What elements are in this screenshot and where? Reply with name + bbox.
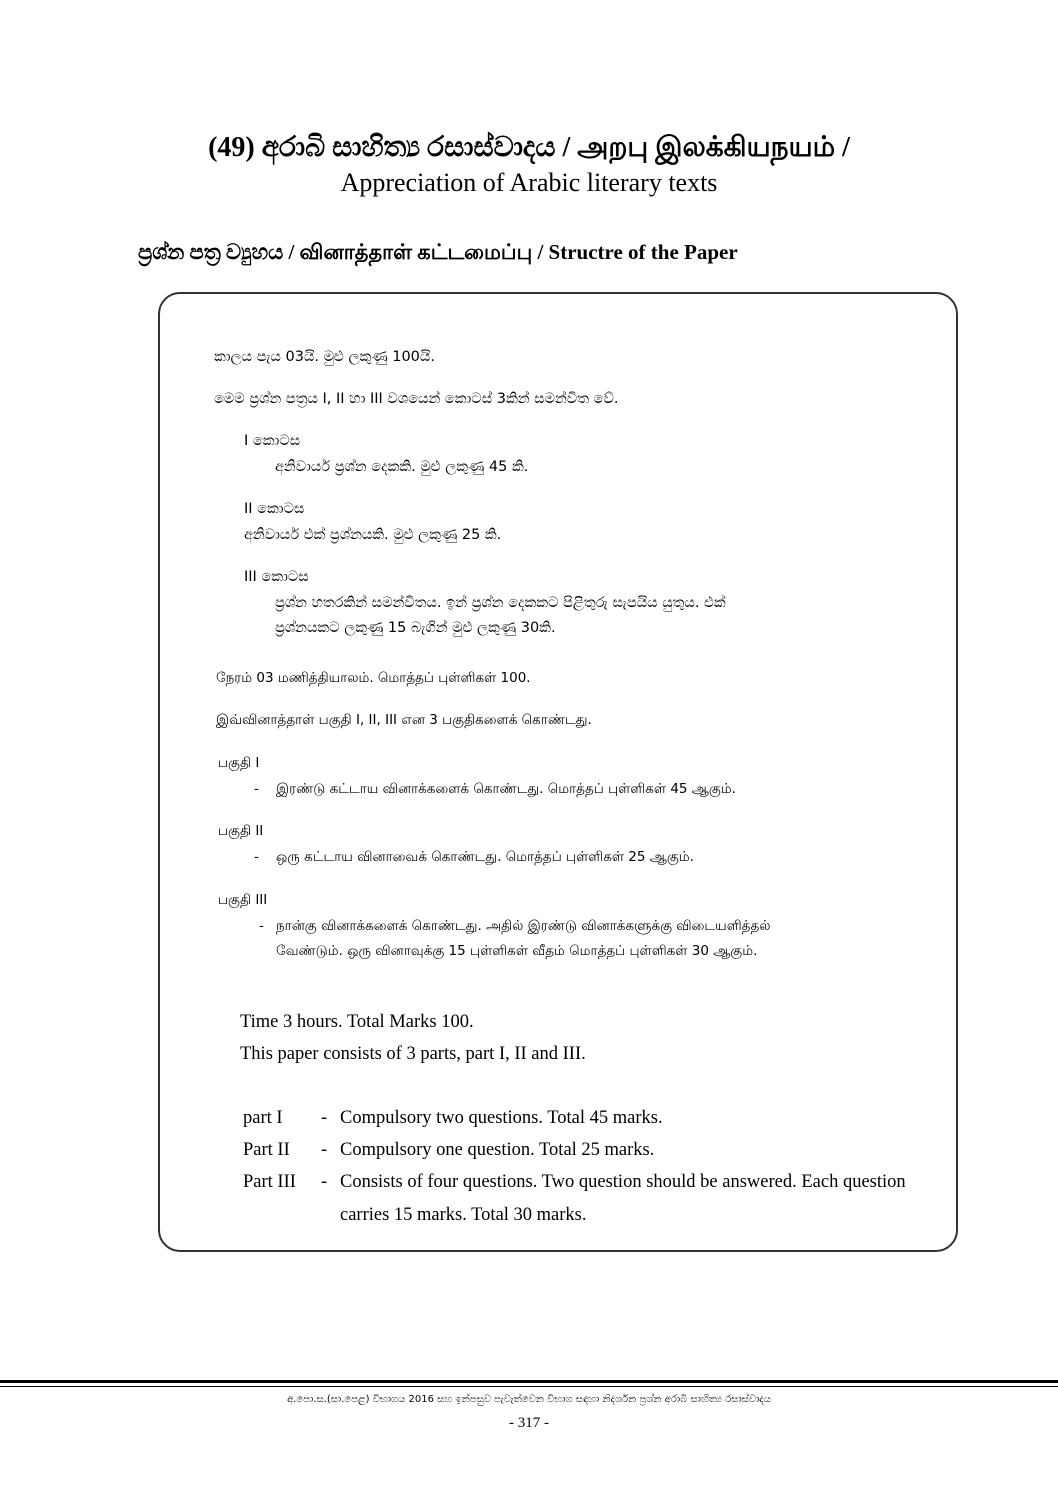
english-intro: This paper consists of 3 parts, part I, II and III. bbox=[240, 1044, 586, 1064]
english-part1-dash: - bbox=[321, 1108, 328, 1128]
english-part3-label: Part III bbox=[243, 1172, 296, 1192]
sinhala-part3-desc-line1: ප්‍රශ්න හතරකින් සමන්විතය. ඉන් ප්‍රශ්න දෙකකට පිළිතුරු සැපයිය යුතුය. එක් bbox=[275, 595, 726, 611]
tamil-part2-dash: - bbox=[254, 849, 259, 865]
sinhala-part3-title: III කොටස bbox=[244, 569, 309, 585]
english-part2-desc: Compulsory one question. Total 25 marks. bbox=[340, 1140, 655, 1160]
sinhala-part1-title: I කොටස bbox=[244, 433, 301, 449]
english-part1-label: part I bbox=[243, 1108, 283, 1128]
page-subtitle: Appreciation of Arabic literary texts bbox=[340, 168, 718, 197]
tamil-part3-desc-line2: வேண்டும். ஒரு வினாவுக்கு 15 புள்ளிகள் வீதம் மொத்தப் புள்ளிகள் 30 ஆகும். bbox=[276, 943, 758, 959]
sinhala-part3-desc-line2: ප්‍රශ්නයකට ලකුණු 15 බැගින් මුළු ලකුණු 30කි. bbox=[275, 620, 556, 636]
tamil-time-marks: நேரம் 03 மணித்தியாலம். மொத்தப் புள்ளிகள் 100. bbox=[216, 670, 531, 686]
english-part2-label: Part II bbox=[243, 1140, 290, 1160]
sinhala-part2-desc: අනිවාර්ය එක් ප්‍රශ්නයකි. මුළු ලකුණු 25 කි. bbox=[244, 527, 502, 543]
tamil-part2-title: பகுதி II bbox=[218, 823, 264, 839]
tamil-part1-title: பகுதி I bbox=[218, 755, 260, 771]
tamil-part1-dash: - bbox=[254, 781, 259, 797]
structure-heading: ප්‍රශ්න පත්‍ර ව්‍යුහය / வினாத்தாள் கட்டமைப்பு / Structre of the Paper bbox=[138, 240, 738, 264]
english-time-marks: Time 3 hours. Total Marks 100. bbox=[240, 1012, 474, 1032]
tamil-part2-desc: ஒரு கட்டாய வினாவைக் கொண்டது. மொத்தப் புள்ளிகள் 25 ஆகும். bbox=[276, 849, 694, 865]
english-part1-desc: Compulsory two questions. Total 45 marks. bbox=[340, 1108, 663, 1128]
sinhala-intro: මෙම ප්‍රශ්න පත්‍රය I, II හා III වශයෙන් කොටස් 3කින් සමන්විත වේ. bbox=[214, 391, 619, 407]
footer-rule-thin bbox=[0, 1386, 1058, 1387]
english-part3-desc-line2: carries 15 marks. Total 30 marks. bbox=[340, 1205, 587, 1225]
sinhala-time-marks: කාලය පැය 03යි. මුළු ලකුණු 100යි. bbox=[214, 349, 435, 365]
tamil-part3-title: பகுதி III bbox=[218, 892, 268, 908]
page-title: (49) අරාබි සාහිත්‍ය රසාස්වාදය / அறபு இலக்கியநயம் / bbox=[208, 132, 850, 163]
footer-rule-thick bbox=[0, 1380, 1058, 1383]
tamil-part3-dash: - bbox=[259, 918, 264, 934]
english-part3-dash: - bbox=[321, 1172, 328, 1192]
tamil-part3-desc-line1: நான்கு வினாக்களைக் கொண்டது. அதில் இரண்டு வினாக்களுக்கு விடையளித்தல் bbox=[276, 918, 771, 934]
english-part3-desc: Consists of four questions. Two question should be answered. Each question bbox=[340, 1172, 906, 1192]
tamil-intro: இவ்வினாத்தாள் பகுதி I, II, III என 3 பகுதிகளைக் கொண்டது. bbox=[216, 712, 592, 728]
sinhala-part1-desc: අනිවාර්ය ප්‍රශ්න දෙකකි. මුළු ලකුණු 45 කි. bbox=[275, 459, 529, 475]
sinhala-part2-title: II කොටස bbox=[244, 501, 305, 517]
page-number: - 317 - bbox=[509, 1415, 549, 1431]
tamil-part1-desc: இரண்டு கட்டாய வினாக்களைக் கொண்டது. மொத்தப் புள்ளிகள் 45 ஆகும். bbox=[276, 781, 736, 797]
footer-text: අ.පො.ස.(සා.පෙළ) විභාගය 2016 සහ ඉන්පසුව පැවැත්වෙන විභාග සඳහා නිදර්ශන ප්‍රශ්න අරාබි සාහිත්‍ය රසාස්වාදය bbox=[287, 1394, 771, 1405]
english-part2-dash: - bbox=[321, 1140, 328, 1160]
